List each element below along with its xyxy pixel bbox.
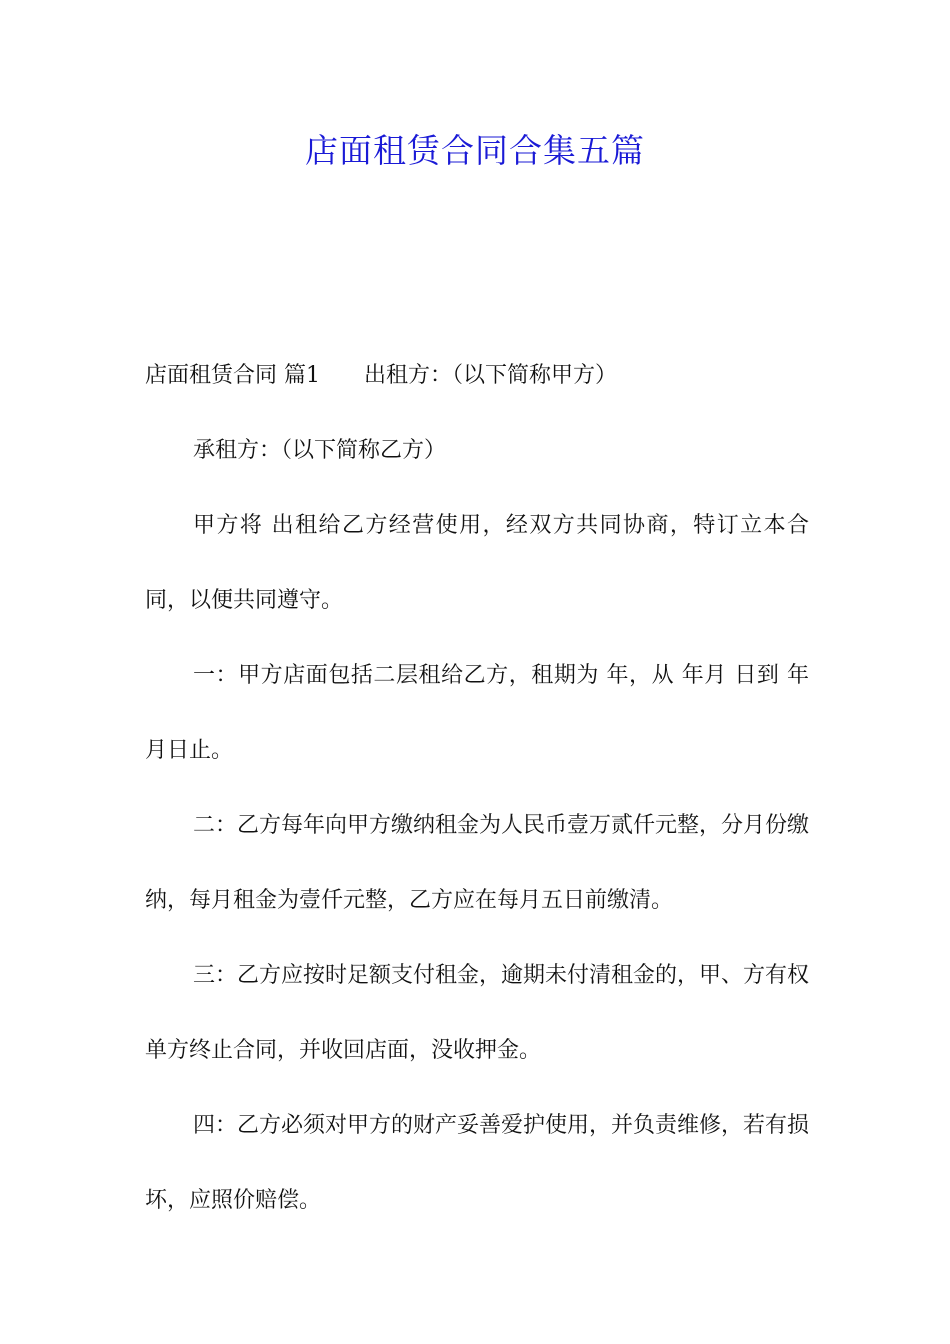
contract-heading-line [145, 338, 809, 413]
clause-2-paragraph: 二：乙方每年向甲方缴纳租金为人民币壹万贰仟元整，分月份缴纳，每月租金为壹仟元整，乙方应在每月五日前缴清。 [145, 813, 810, 913]
document-title: 店面租赁合同合集五篇 [305, 131, 645, 170]
document-body [145, 338, 809, 1238]
intro-paragraph: 甲方将 出租给乙方经营使用，经双方共同协商，特订立本合同，以便共同遵守。 [145, 513, 809, 613]
lessor-label: 出租方：（以下简称甲方） [364, 363, 618, 388]
clause-4-paragraph: 四：乙方必须对甲方的财产妥善爱护使用，并负责维修，若有损坏，应照价赔偿。 [145, 1113, 810, 1213]
lessee-paragraph: 承租方：（以下简称乙方） [193, 438, 447, 463]
clause-3-paragraph: 三：乙方应按时足额支付租金，逾期未付清租金的，甲、方有权单方终止合同，并收回店面，没收押金。 [145, 963, 810, 1063]
clause-1-paragraph: 一：甲方店面包括二层租给乙方，租期为 年，从 年月 日到 年 月日止。 [145, 663, 809, 763]
section-label: 店面租赁合同 篇1 [145, 363, 320, 388]
